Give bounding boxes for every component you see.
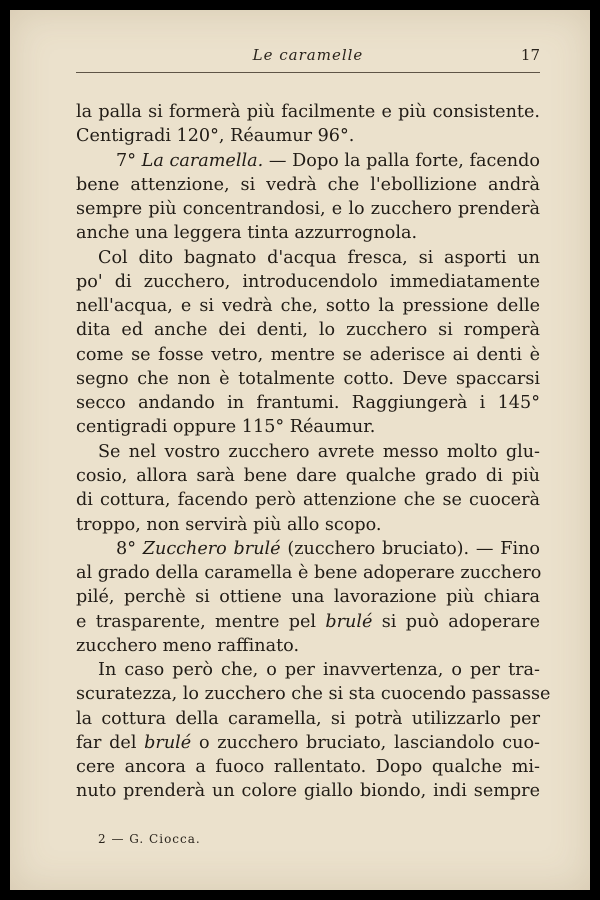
running-header — [76, 36, 540, 66]
text-line: di cottura, facendo però attenzione che se cuocerà — [76, 490, 540, 511]
text-line: 7° La caramella. — Dopo la palla forte, facendo — [116, 150, 540, 171]
text-line: Col dito bagnato d'acqua fresca, si asporti un — [98, 247, 540, 268]
text-line: la cottura della caramella, si potrà utilizzarlo per — [76, 708, 540, 729]
text-line: e trasparente, mentre pel brulé si può adoperare — [76, 611, 540, 632]
italic-term: brulé — [325, 611, 373, 632]
text-line: zucchero meno raffinato. — [76, 635, 300, 656]
running-title: Le caramelle — [252, 46, 364, 64]
text-line: secco andando in frantumi. Raggiungerà i 145° — [76, 393, 540, 414]
page-number: 17 — [520, 46, 540, 64]
text-line: cere ancora a fuoco rallentato. Dopo qualche mi- — [76, 757, 540, 778]
text-line: cosio, allora sarà bene dare qualche grado di più — [76, 465, 540, 486]
text-line: centigradi oppure 115° Réaumur. — [76, 417, 376, 438]
text-line: Se nel vostro zucchero avrete messo molto glu- — [98, 441, 540, 462]
text-line: sempre più concentrandosi, e lo zucchero prenderà — [76, 199, 540, 220]
text-line: dita ed anche dei denti, lo zucchero si romperà — [76, 320, 540, 341]
text-line: scuratezza, lo zucchero che si sta cuocendo passasse — [76, 684, 551, 705]
text-line: 8° Zucchero brulé (zucchero bruciato). — Fino — [116, 538, 541, 559]
text-line: come se fosse vetro, mentre se aderisce ai denti è — [76, 344, 540, 365]
text-line: Centigradi 120°, Réaumur 96°. — [76, 126, 355, 147]
section-title: La caramella. — [141, 150, 264, 171]
italic-term: brulé — [144, 732, 192, 753]
text-line: nell'acqua, e si vedrà che, sotto la pressione delle — [76, 296, 540, 317]
text-line: la palla si formerà più facilmente e più consistente. — [76, 102, 540, 122]
text-line: al grado della caramella è bene adoperare zucchero — [76, 563, 542, 584]
text-line: po' di zucchero, introducendolo immediatamente — [76, 271, 540, 292]
text-line: troppo, non servirà più allo scopo. — [76, 514, 382, 535]
text-line: far del brulé o zucchero bruciato, lasciandolo cuo- — [76, 732, 540, 753]
signature-mark: 2 — G. Ciocca. — [98, 832, 201, 846]
text-line: anche una leggera tinta azzurrognola. — [76, 223, 418, 244]
text-line: pilé, perchè si ottiene una lavorazione più chiara — [76, 587, 540, 608]
header-rule — [76, 72, 540, 73]
body-text — [76, 100, 551, 804]
text-line: nuto prenderà un colore giallo biondo, indi sempre — [76, 781, 540, 802]
section-title: Zucchero brulé — [142, 538, 281, 559]
book-page — [10, 10, 590, 890]
text-line: segno che non è totalmente cotto. Deve spaccarsi — [76, 368, 540, 389]
text-line: In caso però che, o per inavvertenza, o per tra- — [98, 660, 540, 681]
text-line: bene attenzione, si vedrà che l'ebollizione andrà — [76, 174, 540, 195]
